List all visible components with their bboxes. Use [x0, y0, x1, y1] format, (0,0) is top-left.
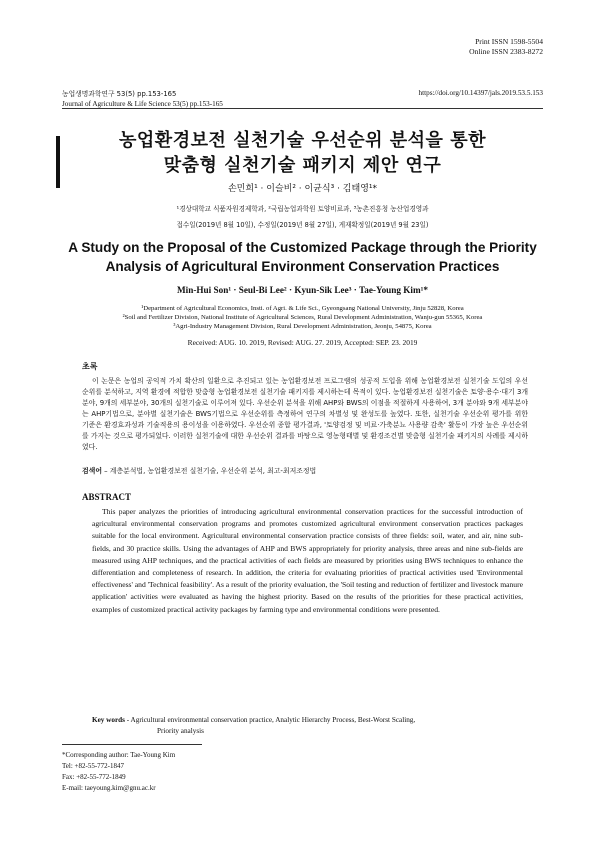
footnote-rule [62, 744, 202, 745]
running-header-left [62, 89, 223, 109]
english-abstract: This paper analyzes the priorities of introducing agricultural environmental conservation practices for the successful introduction of agricultural environmental conservation programs and promotes customized agricultural environment conservation practices packages suitable for the local environment. Agricultural environmental conservation practice consists of three fields: soil, water, and air, nine sub-fields, and 30 practice skills. Using the advantages of AHP and BWS appropriately for priority analysis, three areas and nine sub-fields are measured using AHP techniques, and the practical activities of each fields are measured by priorities using BWS techniques to enhance the differentiation and completeness of research. In addition, the criteria for evaluating priorities of practical activities used 'Environmental effectiveness' and 'Technical feasibility'. As a result of the priority evaluation, the 'Soil testing and reduction of fertilizer and livestock manure application' activities were evaluated as having the highest priority. Based on the results of the priorities for these practical activities, examples of customized practical activity packages by farming type and environmental conditions were presented. [92, 507, 523, 614]
corresponding-author: *Corresponding author: Tae-Young Kim [62, 751, 176, 759]
korean-journal-citation: 농업생명과학연구 53(5) pp.153-165 [62, 90, 177, 98]
title-side-bar [56, 136, 60, 188]
fax: Fax: +82-55-772-1849 [62, 773, 126, 781]
affiliation-3: ³Agri-Industry Management Division, Rural Development Administration, Jeonju, 54875, Korea [173, 322, 432, 330]
affiliation-2: ²Soil and Fertilizer Division, National Institute of Agricultural Sciences, Rural Development Administration, Wanju-gun 55365, Korea [122, 313, 483, 321]
english-keywords-line-1: - Agricultural environmental conservation practice, Analytic Hierarchy Process, Best-Worst Scaling, [126, 716, 416, 724]
print-issn: Print ISSN 1598-5504 [475, 37, 543, 46]
affiliation-1: ¹Department of Agricultural Economics, Insti. of Agri. & Life Sci., Gyeongsang National University, Jinju 52828, Korea [141, 305, 464, 312]
korean-abstract-heading: 초록 [82, 362, 98, 371]
issn-block [469, 37, 543, 57]
korean-dates: 접수일(2019년 8월 10일), 수정일(2019년 8월 27일), 게재확정일(2019년 9월 23일) [176, 221, 429, 229]
online-issn: Online ISSN 2383-8272 [469, 47, 543, 56]
english-keywords-label: Key words [92, 716, 125, 724]
korean-authors: 손민희¹ · 이슬비² · 이균식³ · 김태영¹* [227, 184, 377, 194]
english-title-line-2: Analysis of Agricultural Environment Conservation Practices [105, 259, 500, 274]
english-journal-citation: Journal of Agriculture & Life Science 53(5) pp.153-165 [62, 100, 223, 108]
english-title-line-1: A Study on the Proposal of the Customized Package through the Priority [68, 240, 537, 255]
english-abstract-heading: ABSTRACT [82, 492, 132, 502]
doi-link[interactable]: https://doi.org/10.14397/jals.2019.53.5.153 [418, 89, 543, 97]
korean-abstract: 이 논문은 농업의 공익적 가치 확산의 일환으로 추진되고 있는 농업환경보전 프로그램의 성공적 도입을 위해 농업환경보전 실천기술 도입의 우선순위를 분석하고, 지역 환경에 적합한 맞춤형 농업환경보전 실천기술 패키지를 제시하는데 목적이 있다. 농업환경보전 실천기술은 토양·용수·대기 3개 분야, 9개의 세부분야, 30개의 실천기술로 이루어져 있다. 우선순위 분석을 위해 AHP와 BWS의 이점을 적절하게 사용하여, 3개 분야와 9개 세부분야는 AHP기법으로, 분야별 실천기술은 BWS기법으로 우선순위를 측정하여 연구의 차별성 및 완성도를 높였다. 또한, 실천기술 우선순위 평가를 위한 기준은 환경효과성과 기술적용의 용이성을 이용하였다. 우선순위 종합 평가결과, '토양검정 및 비료·가축분뇨 사용량 감축' 활동이 가장 높은 우선순위를 가지는 것으로 평가되었다. 이러한 실천기술에 대한 우선순위 결과를 바탕으로 영농형태별 및 환경조건별 맞춤형 실천기술 패키지의 사례를 제시하였다. [82, 377, 528, 451]
korean-title-line-1: 농업환경보전 실천기술 우선순위 분석을 통한 [119, 130, 486, 151]
english-keywords-line-2: Priority analysis [157, 727, 204, 735]
english-authors: Min-Hui Son¹ · Seul-Bi Lee² · Kyun-Sik Lee³ · Tae-Young Kim¹* [177, 285, 428, 295]
corresponding-footnote [62, 750, 175, 794]
korean-title [62, 128, 543, 178]
english-keywords [92, 715, 523, 737]
korean-title-line-2: 맞춤형 실천기술 패키지 제안 연구 [163, 155, 442, 176]
korean-keywords-label: 검색어 [82, 467, 102, 475]
korean-affiliations: ¹경상대학교 식품자원경제학과, ²국립농업과학원 토양비료과, ³농촌진흥청 농산업경영과 [176, 205, 429, 213]
english-dates: Received: AUG. 10. 2019, Revised: AUG. 27. 2019, Accepted: SEP. 23. 2019 [187, 338, 418, 347]
english-title [62, 238, 543, 276]
english-affiliations [62, 305, 543, 331]
korean-keywords-text: – 계층분석법, 농업환경보전 실천기술, 우선순위 분석, 최고-최저조정법 [104, 467, 317, 475]
korean-keywords [82, 465, 528, 475]
email-link[interactable]: E-mail: taeyoung.kim@gnu.ac.kr [62, 784, 156, 792]
telephone: Tel: +82-55-772-1847 [62, 762, 124, 770]
header-rule [62, 108, 543, 109]
